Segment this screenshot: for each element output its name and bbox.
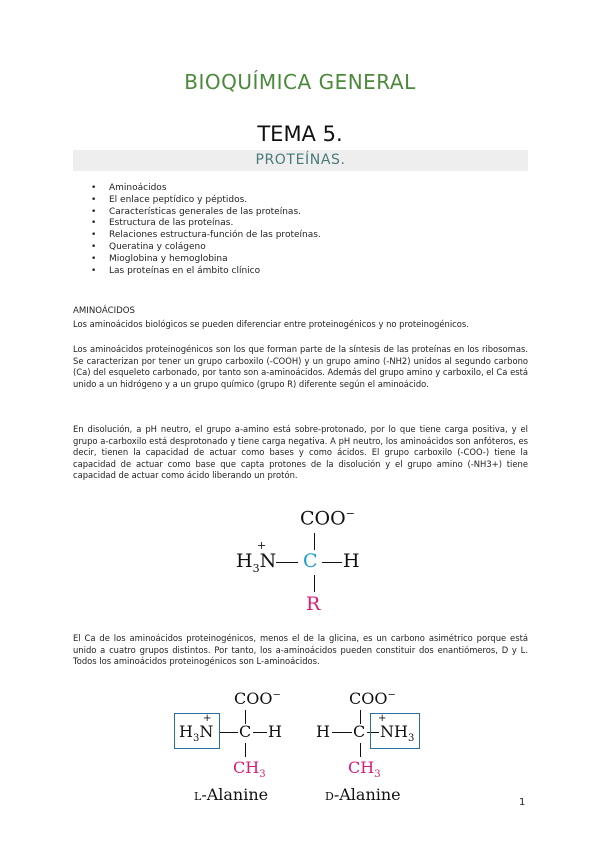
hydrogen-atom: H <box>343 550 360 572</box>
toc-item: • Las proteínas en el ámbito clínico <box>91 266 321 278</box>
bond-line <box>314 575 315 592</box>
bond-line <box>332 732 352 733</box>
r-group: R <box>306 593 321 615</box>
bond-line <box>276 562 298 563</box>
d-methyl-group: $CH_3$ <box>348 758 381 781</box>
unit-title: TEMA 5. <box>257 122 343 146</box>
course-title: BIOQUÍMICA GENERAL <box>184 70 416 94</box>
paragraph: En disolución, a pH neutro, el grupo a-amino está sobre-protonado, por lo que tiene carga positiva, y el grupo a-carboxilo está desprotonado y tiene carga negativa. A pH neutro, los aminoácidos son anfóteros, es decir, tienen la capacidad de actuar como bases y como ácidos. El grupo carboxilo (-COO-) tiene la capacidad de actuar como base que capta protones de la disolución y el grupo amino (-NH3+) tiene capacidad de actuar como ácido liberando un protón. <box>73 424 528 481</box>
bond-line <box>253 732 267 733</box>
positive-charge: + <box>257 539 267 552</box>
toc-item: • Características generales de las proteínas. <box>91 207 321 219</box>
d-alanine-label: D-Alanine <box>325 785 401 804</box>
toc-item: • Relaciones estructura-función de las proteínas. <box>91 230 321 242</box>
d-amino-group: $NH_3$ <box>380 722 415 745</box>
l-methyl-group: $CH_3$ <box>233 758 266 781</box>
bond-line <box>314 533 315 550</box>
toc-item: • Queratina y colágeno <box>91 242 321 254</box>
section-heading: AMINOÁCIDOS <box>73 306 135 316</box>
amino-group: $H_3N$ <box>236 550 277 575</box>
d-hydrogen-atom: H <box>316 722 330 741</box>
paragraph: El Ca de los aminoácidos proteinogénicos, menos el de la glicina, es un carbono asimétrico porque está unido a cuatro grupos distintos. Por tanto, los a-aminoácidos pueden constituir dos enantiómeros, D y L. Todos los aminoácidos proteinogénicos son L-aminoácidos. <box>73 633 528 667</box>
positive-charge: + <box>203 713 212 724</box>
toc-item: • Mioglobina y hemoglobina <box>91 254 321 266</box>
l-amino-group: $H_3N$ <box>179 722 214 745</box>
bond-line <box>322 562 342 563</box>
carboxylate-group: COO− <box>300 507 355 530</box>
bond-line <box>245 743 246 757</box>
table-of-contents <box>91 183 321 277</box>
alpha-carbon: C <box>303 550 318 572</box>
toc-item: • Estructura de las proteínas. <box>91 218 321 230</box>
l-carboxylate-group: COO− <box>234 689 281 708</box>
positive-charge: + <box>378 713 387 724</box>
topic-title: PROTEÍNAS. <box>255 152 346 168</box>
d-carboxylate-group: COO− <box>349 689 396 708</box>
d-alpha-carbon: C <box>353 722 366 741</box>
bond-line <box>220 732 238 733</box>
l-alanine-label: L-Alanine <box>194 785 269 804</box>
l-hydrogen-atom: H <box>268 722 282 741</box>
paragraph: Los aminoácidos biológicos se pueden diferenciar entre proteinogénicos y no proteinogénicos. <box>73 319 469 329</box>
bond-line <box>360 743 361 757</box>
paragraph: Los aminoácidos proteinogénicos son los que forman parte de la síntesis de las proteínas en los ribosomas. Se caracterizan por tener un grupo carboxilo (-COOH) y un grupo amino (-NH2) unidos al segundo carbono (Ca) del esqueleto carbonado, por tanto son a-aminoácidos. Además del grupo amino y carboxilo, el Ca está unido a un hidrógeno y a un grupo químico (grupo R) diferente según el aminoácido. <box>73 344 528 389</box>
page-number: 1 <box>519 797 526 808</box>
toc-item: • El enlace peptídico y péptidos. <box>91 195 321 207</box>
toc-item: • Aminoácidos <box>91 183 321 195</box>
l-alpha-carbon: C <box>239 722 252 741</box>
